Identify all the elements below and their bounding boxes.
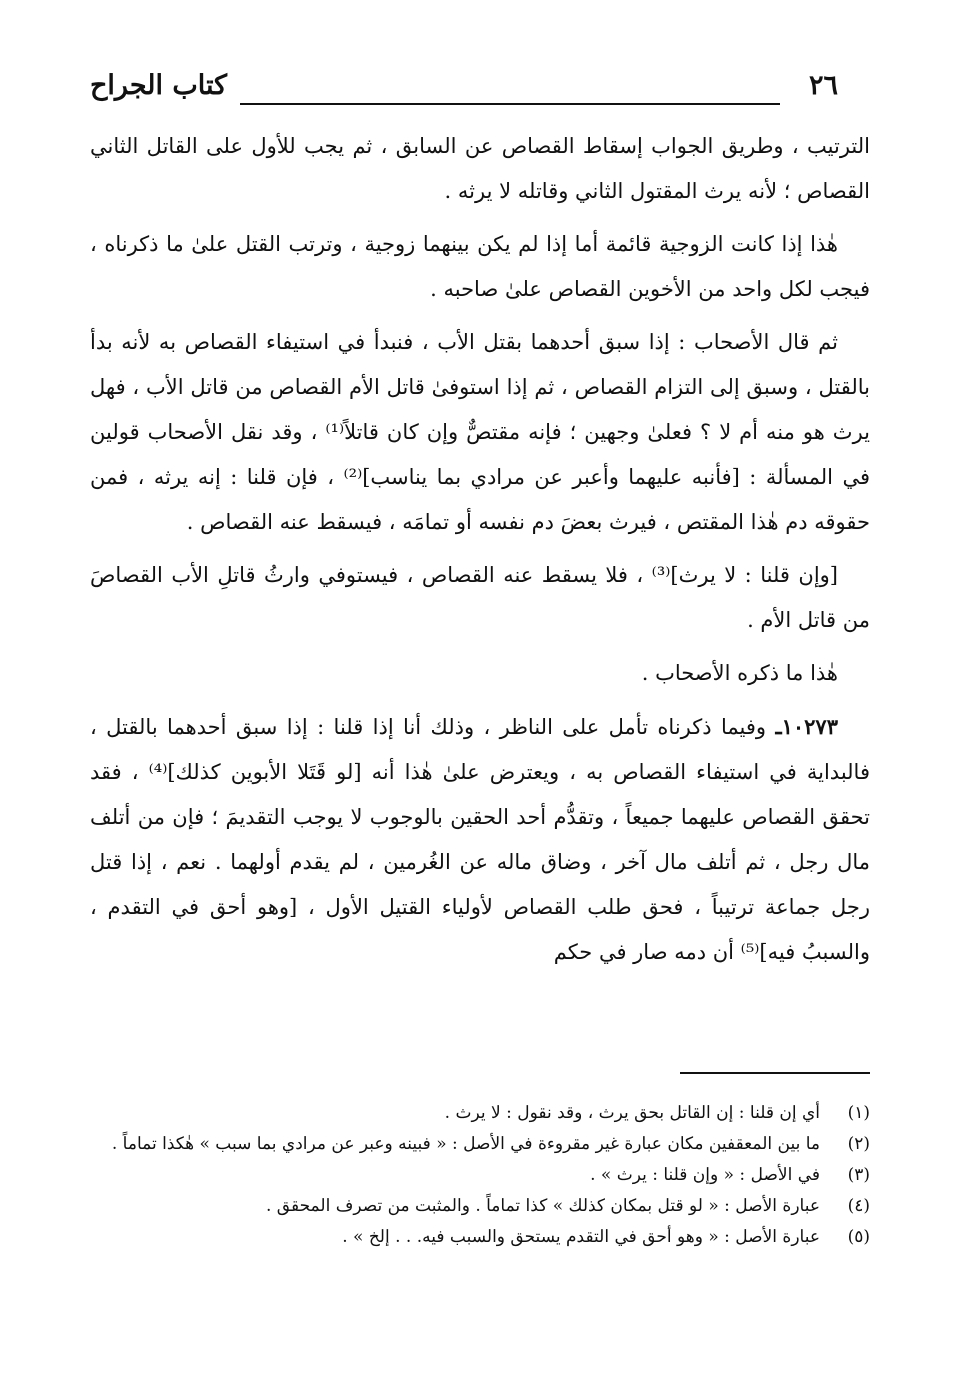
footnote	[90, 1222, 870, 1253]
paragraph: هٰذا إذا كانت الزوجية قائمة أما إذا لم يكن بينهما زوجية ، وترتب القتل علىٰ ما ذكرناه ، فيجب لكل واحد من الأخوين القصاص علىٰ صاحبه .	[90, 232, 870, 301]
paragraph: [وإن قلنا : لا يرث]⁽³⁾ ، فلا يسقط عنه القصاص ، فيستوفي وارثُ قاتلِ الأب القصاصَ من قاتل الأم .	[90, 563, 870, 632]
footnote-separator	[680, 1072, 870, 1074]
paragraph: ثم قال الأصحاب : إذا سبق أحدهما بقتل الأب ، فنبدأ في استيفاء القصاص به لأنه بدأ بالقتل ، وسبق إلى التزام القصاص ، ثم إذا استوفىٰ قاتل الأم القصاص من قاتل الأب ، فهل يرث هو منه أم لا ؟ فعلىٰ وجهين ؛ فإنه مقتصٌّ وإن كان قاتلاً⁽¹⁾ ، وقد نقل الأصحاب قولين في المسألة : [فأنبه عليهما وأعبر عن مرادي بما يناسب]⁽²⁾ ، فإن قلنا : إنه يرثه ، فمن حقوقه دم هٰذا المقتص ، فيرث بعضَ دم نفسه أو تمامَه ، فيسقط عنه القصاص .	[90, 330, 870, 534]
body-text	[90, 124, 870, 983]
header-rule	[240, 103, 780, 105]
footnote-number: (٢)	[847, 1134, 870, 1154]
footnote-number: (١)	[847, 1103, 870, 1123]
running-title: كتاب الجراح	[90, 70, 228, 101]
footnote-text: عبارة الأصل : « وهو أحق في التقدم يستحق والسبب فيه. . . إلخ » .	[342, 1227, 820, 1247]
page-header	[90, 70, 850, 110]
footnote-number: (٤)	[847, 1196, 870, 1216]
paragraph: هٰذا ما ذكره الأصحاب .	[641, 661, 838, 685]
footnote-text: ما بين المعقفين مكان عبارة غير مقروءة في الأصل : « فبينه وعبر عن مرادي بما سبب » هٰكذا تماماً .	[111, 1134, 820, 1154]
section-text: وفيما ذكرناه تأمل على الناظر ، وذلك أنا إذا قلنا : إذا سبق أحدهما بالقتل ، فالبداية في استيفاء القصاص به ، ويعترض علىٰ هٰذا أنه [لو قَتَلا الأبوين كذلك]⁽⁴⁾ ، فقد تحقق القصاص عليهما جميعاً ، وتقدُّم أحد الحقين بالوجوب لا يوجب التقديمَ ؛ فإن من أتلف مال رجل ، ثم أتلف مال آخر ، وضاق ماله عن الغُرمين ، لم يقدم أولهما . نعم ، إذا قتل رجل جماعة ترتيباً ، فحق طلب القصاص لأولياء القتيل الأول ، [وهو أحق في التقدم ، والسببُ فيه]⁽⁵⁾ أن دمه صار في حكم	[90, 715, 870, 964]
page-number: ٢٦	[808, 70, 838, 101]
footnote-text: في الأصل : « وإن قلنا : يرث » .	[590, 1165, 820, 1185]
footnotes	[90, 1098, 870, 1253]
section-number: ١٠٢٧٣ـ	[775, 714, 838, 739]
footnote	[90, 1160, 870, 1191]
footnote-number: (٥)	[847, 1227, 870, 1247]
paragraph: الترتيب ، وطريق الجواب إسقاط القصاص عن السابق ، ثم يجب للأول على القاتل الثاني القصاص ؛ لأنه يرث المقتول الثاني وقاتله لا يرثه .	[90, 134, 870, 203]
footnote	[90, 1098, 870, 1129]
footnote-text: أي إن قلنا : إن القاتل بحق يرث ، وقد نقول : لا يرث .	[444, 1103, 820, 1123]
footnote-text: عبارة الأصل : « لو قتل بمكان كذلك » كذا تماماً . والمثبت من تصرف المحقق .	[266, 1196, 820, 1216]
footnote	[90, 1129, 870, 1160]
section-paragraph	[90, 704, 870, 975]
footnote-number: (٣)	[847, 1165, 870, 1185]
footnote	[90, 1191, 870, 1222]
